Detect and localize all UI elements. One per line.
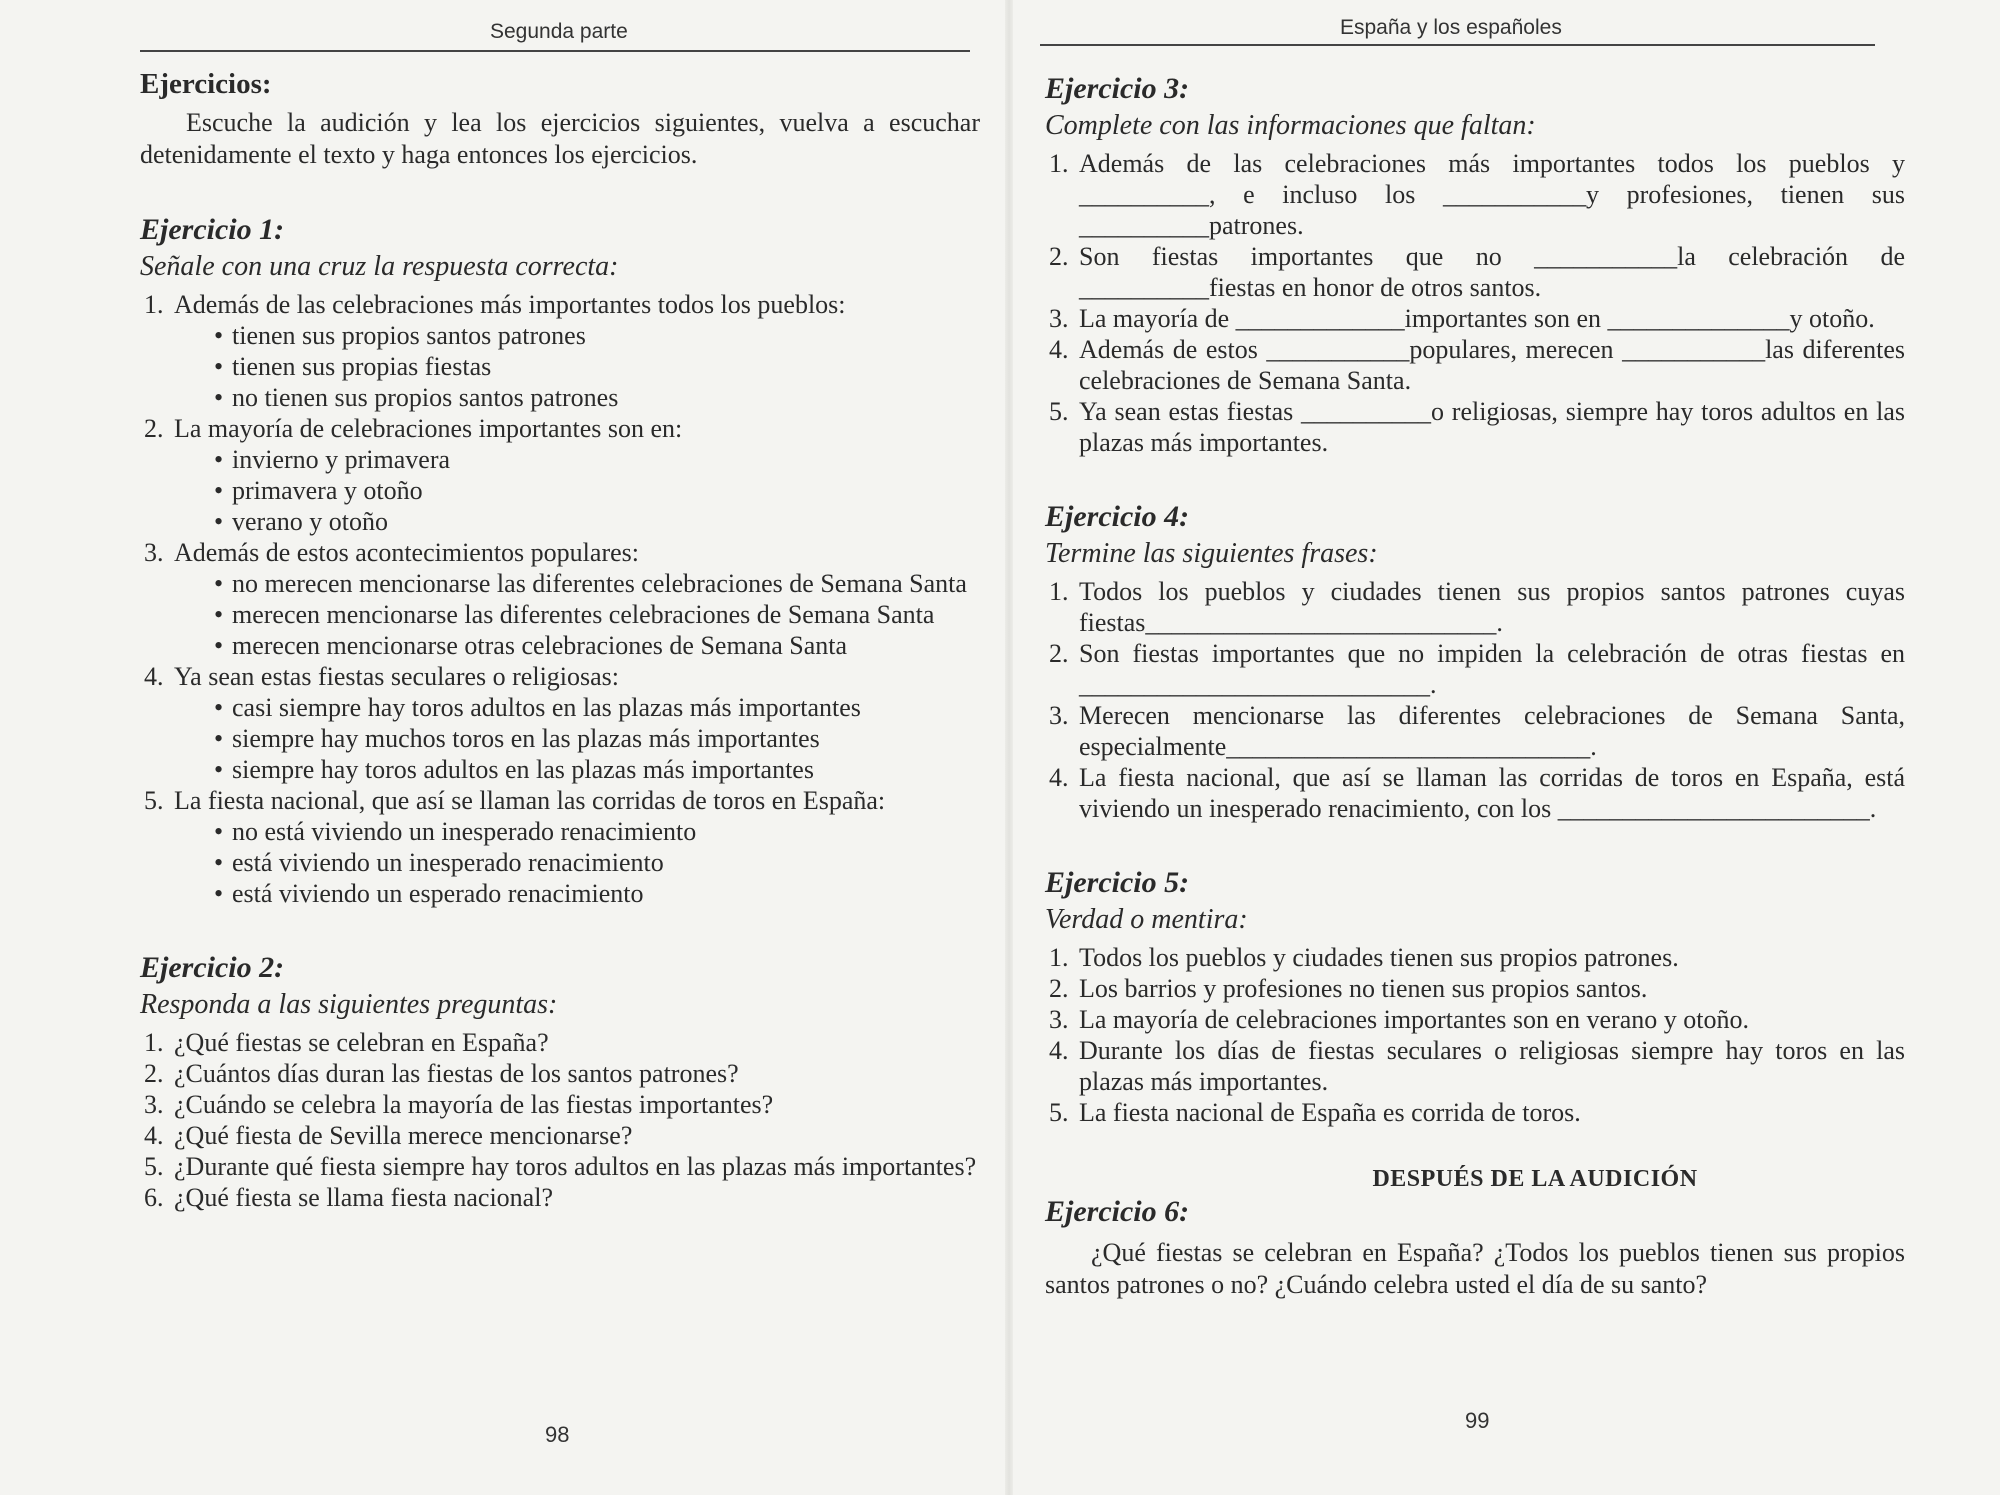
answer-option[interactable]: • está viviendo un esperado renacimiento — [214, 878, 980, 909]
header-rule-left — [140, 50, 970, 52]
item-number: 4. — [144, 1121, 164, 1150]
item-number: 3. — [144, 538, 164, 567]
option-list — [174, 692, 980, 785]
ejercicio-1-questions — [140, 289, 980, 909]
question-text: Además de las celebraciones más importantes todos los pueblos: — [174, 290, 846, 319]
list-item — [140, 1151, 980, 1182]
list-item — [140, 1058, 980, 1089]
answer-option[interactable]: • invierno y primavera — [214, 444, 980, 475]
statement-text: Los barrios y profesiones no tienen sus propios santos. — [1079, 974, 1648, 1003]
ejercicio-1-instruction: Señale con una cruz la respuesta correcta: — [140, 251, 619, 282]
list-item — [1045, 334, 1905, 396]
ejercicio-5-instruction: Verdad o mentira: — [1045, 904, 1248, 935]
sentence-completion[interactable]: Son fiestas importantes que no impiden la celebración de otras fiestas en ___________________________. — [1079, 639, 1905, 699]
ejercicio-4-section — [1045, 498, 1905, 824]
left-page-content — [140, 68, 980, 1213]
ejercicio-4-instruction: Termine las siguientes frases: — [1045, 538, 1378, 569]
item-number: 3. — [1049, 304, 1069, 333]
fill-blank-text[interactable]: Ya sean estas fiestas __________o religiosas, siempre hay toros adultos en las plazas más importantes. — [1079, 397, 1905, 457]
ejercicio-2-questions — [140, 1027, 980, 1213]
list-item — [1045, 241, 1905, 303]
ejercicio-6-section — [1045, 1193, 1905, 1301]
left-page — [140, 0, 980, 1495]
book-gutter — [1005, 0, 1013, 1495]
sentence-completion[interactable]: Merecen mencionarse las diferentes celebraciones de Semana Santa, especialmente____________________________. — [1079, 701, 1905, 761]
right-page — [1045, 0, 1905, 1495]
item-number: 5. — [1049, 1098, 1069, 1127]
ejercicio-3-title: Ejercicio 3: — [1045, 72, 1190, 105]
header-rule-right — [1040, 44, 1875, 46]
answer-option[interactable]: • merecen mencionarse otras celebraciones de Semana Santa — [214, 630, 980, 661]
list-item — [140, 289, 980, 413]
ejercicio-1-section — [140, 211, 980, 909]
ejercicios-title: Ejercicios: — [140, 68, 272, 100]
answer-option[interactable]: • tienen sus propios santos patrones — [214, 320, 980, 351]
sentence-completion[interactable]: La fiesta nacional, que así se llaman las corridas de toros en España, está viviendo un inesperado renacimiento, con los ________________________. — [1079, 763, 1905, 823]
list-item — [140, 1120, 980, 1151]
option-list — [174, 444, 980, 537]
running-head-left: Segunda parte — [490, 20, 628, 43]
fill-blank-text[interactable]: La mayoría de _____________importantes son en ______________y otoño. — [1079, 304, 1875, 333]
ejercicio-4-title: Ejercicio 4: — [1045, 500, 1190, 533]
question-text: ¿Cuándo se celebra la mayoría de las fiestas importantes? — [174, 1090, 774, 1119]
list-item — [140, 1182, 980, 1213]
question-text: ¿Cuántos días duran las fiestas de los santos patrones? — [174, 1059, 739, 1088]
list-item — [1045, 942, 1905, 973]
option-list — [174, 320, 980, 413]
ejercicios-text: Escuche la audición y lea los ejercicios siguientes, vuelva a escuchar detenidamente el texto y haga entonces los ejercicios. — [140, 108, 980, 169]
list-item — [1045, 576, 1905, 638]
list-item — [1045, 1097, 1905, 1128]
list-item — [1045, 303, 1905, 334]
sentence-completion[interactable]: Todos los pueblos y ciudades tienen sus propios santos patrones cuyas fiestas___________________________. — [1079, 577, 1905, 637]
answer-option[interactable]: • no merecen mencionarse las diferentes celebraciones de Semana Santa — [214, 568, 980, 599]
list-item — [140, 413, 980, 537]
page-number-left: 98 — [545, 1422, 570, 1447]
list-item — [140, 785, 980, 909]
ejercicio-3-instruction: Complete con las informaciones que faltan: — [1045, 110, 1536, 141]
item-number: 4. — [1049, 763, 1069, 792]
ejercicio-6-text: ¿Qué fiestas se celebran en España? ¿Todos los pueblos tienen sus propios santos patrones o no? ¿Cuándo celebra usted el día de su santo? — [1045, 1238, 1905, 1299]
list-item — [1045, 396, 1905, 458]
item-number: 5. — [144, 1152, 164, 1181]
option-list — [174, 568, 980, 661]
item-number: 1. — [1049, 577, 1069, 606]
option-list — [174, 816, 980, 909]
item-number: 2. — [1049, 639, 1069, 668]
item-number: 3. — [1049, 701, 1069, 730]
item-number: 1. — [1049, 943, 1069, 972]
item-number: 1. — [144, 290, 164, 319]
list-item — [140, 537, 980, 661]
item-number: 2. — [144, 1059, 164, 1088]
question-text: Además de estos acontecimientos populares: — [174, 538, 639, 567]
item-number: 2. — [144, 414, 164, 443]
list-item — [1045, 148, 1905, 241]
fill-blank-text[interactable]: Además de las celebraciones más importantes todos los pueblos y __________, e incluso los ___________y profesiones, tienen sus __________patrones. — [1079, 149, 1905, 240]
fill-blank-text[interactable]: Además de estos ___________populares, merecen ___________las diferentes celebraciones de Semana Santa. — [1079, 335, 1905, 395]
item-number: 3. — [1049, 1005, 1069, 1034]
answer-option[interactable]: • siempre hay toros adultos en las plazas más importantes — [214, 754, 980, 785]
question-text: La fiesta nacional, que así se llaman las corridas de toros en España: — [174, 786, 886, 815]
question-text: ¿Qué fiesta de Sevilla merece mencionarse? — [174, 1121, 633, 1150]
question-text: ¿Durante qué fiesta siempre hay toros adultos en las plazas más importantes? — [174, 1152, 977, 1181]
list-item — [1045, 638, 1905, 700]
answer-option[interactable]: • verano y otoño — [214, 506, 980, 537]
despues-heading: DESPUÉS DE LA AUDICIÓN — [1372, 1166, 1698, 1192]
answer-option[interactable]: • está viviendo un inesperado renacimiento — [214, 847, 980, 878]
ejercicio-2-title: Ejercicio 2: — [140, 951, 285, 984]
list-item — [1045, 1035, 1905, 1097]
statement-text: Durante los días de fiestas seculares o religiosas siempre hay toros en las plazas más importantes. — [1079, 1036, 1905, 1096]
answer-option[interactable]: • primavera y otoño — [214, 475, 980, 506]
list-item — [140, 1089, 980, 1120]
statement-text: La fiesta nacional de España es corrida de toros. — [1079, 1098, 1581, 1127]
ejercicio-3-section — [1045, 70, 1905, 458]
list-item — [1045, 1004, 1905, 1035]
ejercicio-5-items — [1045, 942, 1905, 1128]
item-number: 3. — [144, 1090, 164, 1119]
page-number-right: 99 — [1465, 1408, 1490, 1433]
ejercicio-6-title: Ejercicio 6: — [1045, 1195, 1190, 1228]
answer-option[interactable]: • no está viviendo un inesperado renacimiento — [214, 816, 980, 847]
ejercicio-4-items — [1045, 576, 1905, 824]
statement-text: La mayoría de celebraciones importantes son en verano y otoño. — [1079, 1005, 1749, 1034]
item-number: 1. — [1049, 149, 1069, 178]
ejercicio-5-title: Ejercicio 5: — [1045, 866, 1190, 899]
ejercicio-3-items — [1045, 148, 1905, 458]
item-number: 4. — [1049, 335, 1069, 364]
question-text: Ya sean estas fiestas seculares o religiosas: — [174, 662, 620, 691]
list-item — [1045, 973, 1905, 1004]
item-number: 4. — [1049, 1036, 1069, 1065]
item-number: 5. — [144, 786, 164, 815]
list-item — [1045, 762, 1905, 824]
question-text: ¿Qué fiesta se llama fiesta nacional? — [174, 1183, 553, 1212]
item-number: 2. — [1049, 974, 1069, 1003]
answer-option[interactable]: • casi siempre hay toros adultos en las plazas más importantes — [214, 692, 980, 723]
ejercicio-1-title: Ejercicio 1: — [140, 213, 285, 246]
answer-option[interactable]: • no tienen sus propios santos patrones — [214, 382, 980, 413]
item-number: 6. — [144, 1183, 164, 1212]
running-head-right: España y los españoles — [1340, 16, 1562, 39]
item-number: 1. — [144, 1028, 164, 1057]
answer-option[interactable]: • merecen mencionarse las diferentes celebraciones de Semana Santa — [214, 599, 980, 630]
ejercicios-section — [140, 68, 980, 171]
answer-option[interactable]: • siempre hay muchos toros en las plazas más importantes — [214, 723, 980, 754]
item-number: 2. — [1049, 242, 1069, 271]
item-number: 4. — [144, 662, 164, 691]
fill-blank-text[interactable]: Son fiestas importantes que no ___________la celebración de __________fiestas en honor de otros santos. — [1079, 242, 1905, 302]
list-item — [140, 1027, 980, 1058]
ejercicio-2-instruction: Responda a las siguientes preguntas: — [140, 989, 558, 1020]
ejercicio-5-section — [1045, 864, 1905, 1128]
list-item — [140, 661, 980, 785]
question-text: La mayoría de celebraciones importantes son en: — [174, 414, 683, 443]
right-page-content — [1045, 70, 1905, 1301]
item-number: 5. — [1049, 397, 1069, 426]
question-text: ¿Qué fiestas se celebran en España? — [174, 1028, 549, 1057]
answer-option[interactable]: • tienen sus propias fiestas — [214, 351, 980, 382]
list-item — [1045, 700, 1905, 762]
ejercicio-2-section — [140, 949, 980, 1213]
statement-text: Todos los pueblos y ciudades tienen sus propios patrones. — [1079, 943, 1679, 972]
